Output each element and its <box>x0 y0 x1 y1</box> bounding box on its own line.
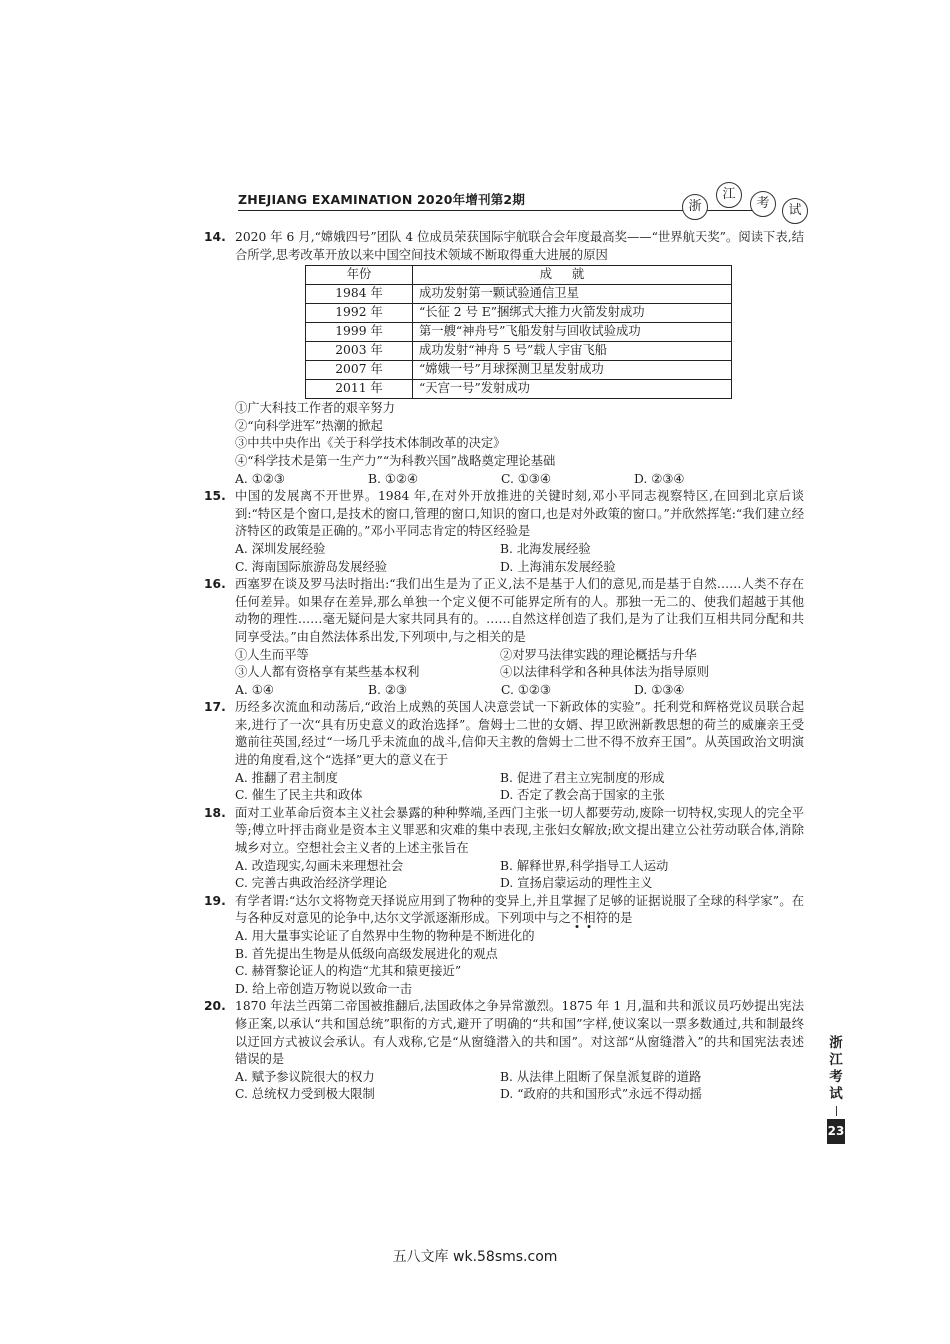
option-d: D. “政府的共和国形式”永远不得动摇 <box>500 1087 702 1102</box>
table-row <box>306 323 732 342</box>
table-row <box>306 361 732 380</box>
option-b: B. ①②④ <box>368 471 418 486</box>
statement-item: ④以法律科学和各种具体法为指导原则 <box>500 665 710 680</box>
question-15 <box>204 488 804 576</box>
option-row <box>235 471 804 489</box>
emphasis-char: 不 <box>570 911 584 926</box>
statement-item: ①人生而平等 <box>235 647 309 662</box>
option-d: D. 上海浦东发展经验 <box>500 559 616 574</box>
option-d: D. 给上帝创造万物说以致命一击 <box>235 981 413 996</box>
question-stem: 2020 年 6 月,“嫦娥四号”团队 4 位成员荣获国际宇航联合会年度最高奖——“世界航天奖”。阅读下表,结合所学,思考改革开放以来中国空间技术领域不断取得重大进展的原因 <box>235 230 804 262</box>
option-a: A. 改造现实,勾画未来理想社会 <box>235 858 404 873</box>
option-c: C. 催生了民主共和政体 <box>235 788 363 803</box>
question-stem: 历经多次流血和动荡后,“政治上成熟的英国人决意尝试一下新政体的实验”。托利党和辉格党议员联合起来,进行了一次“具有历史意义的政治选择”。詹姆士二世的女婿、捍卫欧洲新教思想的荷兰的威廉亲王受邀前往英国,经过“一场几乎未流血的战斗,信仰天主教的詹姆士二世不得不放弃王国”。从英国政治文明演进的角度看,这个“选择”更大的意义在于 <box>235 700 804 768</box>
option-d: D. ②③④ <box>634 471 685 486</box>
table-cell-year: 2003 年 <box>306 342 413 361</box>
statement-item: ④“科学技术是第一生产力”“为科教兴国”战略奠定理论基础 <box>235 453 556 468</box>
option-c: C. 完善古典政治经济学理论 <box>235 876 388 891</box>
question-20 <box>204 998 804 1104</box>
option-row <box>235 770 804 788</box>
option-c: C. 总统权力受到极大限制 <box>235 1087 375 1102</box>
seal-char: 试 <box>782 198 808 224</box>
option-row <box>235 1086 804 1104</box>
header-rule <box>238 210 758 211</box>
table-cell-year: 1984 年 <box>306 285 413 304</box>
side-tab-char: 试 <box>829 1086 843 1102</box>
side-tab <box>823 1035 849 1144</box>
question-number: 17. <box>204 700 226 715</box>
side-tab-char: 考 <box>829 1069 843 1085</box>
question-number: 15. <box>204 489 226 504</box>
table-row <box>306 285 732 304</box>
table-cell-achievement: “嫦娥一号”月球探测卫星发射成功 <box>413 361 732 380</box>
statement-row <box>235 647 804 665</box>
question-number: 18. <box>204 805 226 820</box>
table-cell-achievement: 成功发射“神舟 5 号”载人宇宙飞船 <box>413 342 732 361</box>
question-stem: 面对工业革命后资本主义社会暴露的种种弊端,圣西门主张一切人都要劳动,废除一切特权,实现人的完全平等;傅立叶抨击商业是资本主义罪恶和灾难的集中表现,主张妇女解放;欧文提出建立公社劳动联合体,消除城乡对立。空想社会主义者的上述主张旨在 <box>235 805 804 856</box>
option-a: A. 深圳发展经验 <box>235 541 326 556</box>
statement-item: ③人人都有资格享有某些基本权利 <box>235 665 420 680</box>
seal-char: 浙 <box>682 194 708 220</box>
option-a: A. 用大量事实论证了自然界中生物的物种是不断进化的 <box>235 929 535 943</box>
question-16 <box>204 576 804 699</box>
journal-title: ZHEJIANG EXAMINATION 2020年增刊第2期 <box>238 192 526 207</box>
option-a: A. 推翻了君主制度 <box>235 770 338 785</box>
question-stem <box>235 893 804 928</box>
table-row <box>306 342 732 361</box>
question-stem: 西塞罗在谈及罗马法时指出:“我们出生是为了正义,法不是基于人们的意见,而是基于自然……人类不存在任何差异。如果存在差异,那么单独一个定义便不可能界定所有的人。那独一无二的、使我们超越于其他动物的理性……毫无疑问是大家共同具有的。……自然这样创造了我们,是为了让我们互相共同分配和共同享受法。”由自然法体系出发,下列项中,与之相关的是 <box>235 577 804 644</box>
table-header-achievement: 成就 <box>413 266 732 285</box>
option-row <box>235 858 804 876</box>
page-header <box>238 188 810 216</box>
table-header-year: 年份 <box>306 266 413 285</box>
table-cell-year: 2007 年 <box>306 361 413 380</box>
question-14 <box>204 229 804 488</box>
table-cell-achievement: “长征 2 号 E”捆绑式大推力火箭发射成功 <box>413 304 732 323</box>
statement-item: ②对罗马法律实践的理论概括与升华 <box>500 647 697 662</box>
option-a: A. ①④ <box>235 682 274 697</box>
table-cell-achievement: “天宫一号”发射成功 <box>413 380 732 399</box>
option-c: C. 赫胥黎论证人的构造“尤其和猿更接近” <box>235 964 462 979</box>
stem-text: 符的是 <box>595 911 633 926</box>
option-row <box>235 1069 804 1087</box>
option-d: D. 宣扬启蒙运动的理性主义 <box>500 876 653 891</box>
seal-char: 江 <box>716 182 742 208</box>
question-stem: 1870 年法兰西第二帝国被推翻后,法国政体之争异常激烈。1875 年 1 月,温和共和派议员巧妙提出宪法修正案,以承认“共和国总统”职衔的方式,避开了明确的“共和国”字样,使议案以一票多数通过,共和制最终以迂回方式被议会承认。有人戏称,它是“从窗缝潜入的共和国”。对这部“从窗缝潜入”的共和国宪法表述错误的是 <box>235 999 804 1067</box>
question-number: 14. <box>204 230 226 244</box>
question-17 <box>204 699 804 805</box>
question-number: 20. <box>204 999 226 1014</box>
footer-watermark: 五八文库 wk.58sms.com <box>392 1249 558 1265</box>
side-tab-rule <box>836 1106 837 1116</box>
option-b: B. 北海发展经验 <box>500 541 591 556</box>
question-list <box>204 229 804 1104</box>
stem-text: 有学者谓:“达尔文将物竞天择说应用到了物种的变异上,并且掌握了足够的证据说服了全球的科学家”。在与各种反对意见的论争中,达尔文学派逐渐形成。下列项中与之 <box>235 893 804 926</box>
question-number: 19. <box>204 893 226 908</box>
page-number: 23 <box>827 1119 845 1144</box>
option-b: B. 解释世界,科学指导工人运动 <box>500 858 669 873</box>
table-cell-year: 1999 年 <box>306 323 413 342</box>
question-18 <box>204 805 804 893</box>
side-tab-char: 浙 <box>829 1035 843 1051</box>
table-header-row <box>306 266 732 285</box>
option-b: B. 促进了君主立宪制度的形成 <box>500 770 665 785</box>
table-cell-year: 1992 年 <box>306 304 413 323</box>
table-row <box>306 304 732 323</box>
option-a: A. 赋予参议院很大的权力 <box>235 1069 375 1084</box>
table-cell-achievement: 第一艘“神舟号”飞船发射与回收试验成功 <box>413 323 732 342</box>
option-row <box>235 559 804 577</box>
statement-item: ①广大科技工作者的艰辛努力 <box>235 401 395 416</box>
statement-item: ③中共中央作出《关于科学技术体制改革的决定》 <box>235 436 506 451</box>
option-a: A. ①②③ <box>235 471 285 486</box>
statement-item: ②“向科学进军”热潮的掀起 <box>235 418 383 433</box>
question-number: 16. <box>204 577 226 592</box>
option-row <box>235 541 804 559</box>
option-c: C. ①③④ <box>501 471 551 486</box>
option-b: B. 首先提出生物是从低级向高级发展进化的观点 <box>235 946 498 961</box>
question-stem: 中国的发展离不开世界。1984 年,在对外开放推进的关键时刻,邓小平同志视察特区,在回到北京后谈到:“特区是个窗口,是技术的窗口,管理的窗口,知识的窗口,也是对外政策的窗口。”并欣然挥笔:“我们建立经济特区的政策是正确的。”邓小平同志肯定的特区经验是 <box>235 489 804 539</box>
seal-char: 考 <box>750 191 776 217</box>
option-row <box>235 682 804 700</box>
side-tab-char: 江 <box>829 1052 843 1068</box>
achievement-table <box>305 265 732 399</box>
statement-row <box>235 664 804 682</box>
option-c: C. 海南国际旅游岛发展经验 <box>235 559 388 574</box>
table-cell-achievement: 成功发射第一颗试验通信卫星 <box>413 285 732 304</box>
option-d: D. ①③④ <box>634 682 685 697</box>
option-d: D. 否定了教会高于国家的主张 <box>500 788 665 803</box>
option-b: B. ②③ <box>368 682 407 697</box>
option-c: C. ①②③ <box>501 682 551 697</box>
option-row <box>235 787 804 805</box>
question-19 <box>204 893 804 999</box>
table-row <box>306 380 732 399</box>
table-cell-year: 2011 年 <box>306 380 413 399</box>
option-b: B. 从法律上阻断了保皇派复辟的道路 <box>500 1069 702 1084</box>
emphasis-char: 相 <box>583 911 596 926</box>
option-row <box>235 875 804 893</box>
